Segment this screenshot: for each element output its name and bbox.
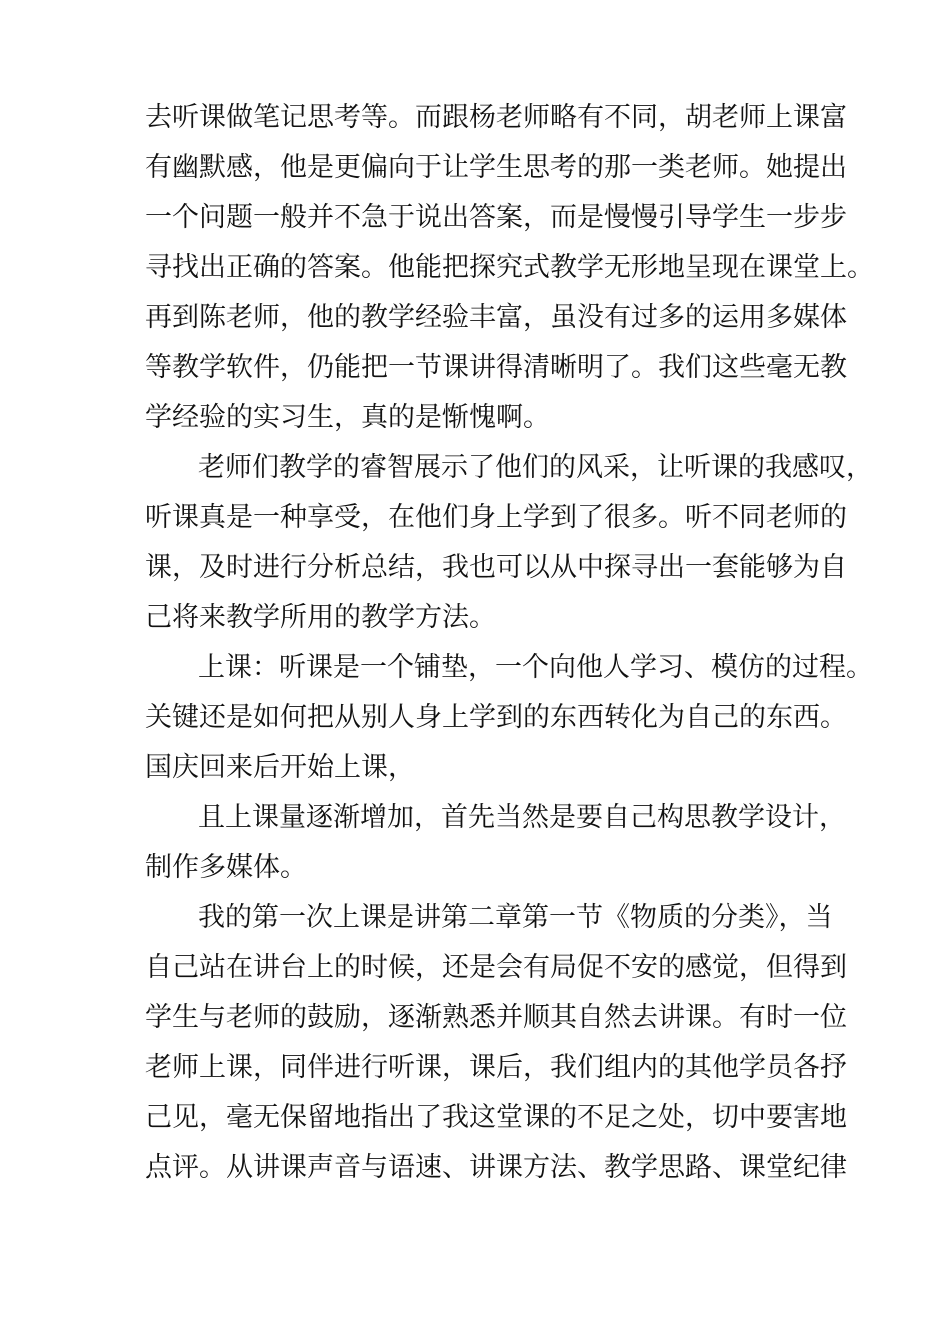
text-line: 再到陈老师，他的教学经验丰富，虽没有过多的运用多媒体 bbox=[145, 302, 847, 333]
text-line: 去听课做笔记思考等。而跟杨老师略有不同，胡老师上课富 bbox=[145, 102, 847, 133]
text-line: 学经验的实习生，真的是惭愧啊。 bbox=[145, 402, 550, 433]
text-line: 己见，毫无保留地指出了我这堂课的不足之处，切中要害地 bbox=[145, 1102, 847, 1133]
text-line: 上课：听课是一个铺垫，一个向他人学习、模仿的过程。 bbox=[198, 652, 873, 683]
text-line: 点评。从讲课声音与语速、讲课方法、教学思路、课堂纪律 bbox=[145, 1152, 847, 1183]
text-line: 课，及时进行分析总结，我也可以从中探寻出一套能够为自 bbox=[145, 552, 847, 583]
text-line: 听课真是一种享受，在他们身上学到了很多。听不同老师的 bbox=[145, 502, 847, 533]
text-line: 己将来教学所用的教学方法。 bbox=[145, 602, 496, 633]
text-line: 国庆回来后开始上课， bbox=[145, 752, 415, 783]
text-line: 老师上课，同伴进行听课，课后，我们组内的其他学员各抒 bbox=[145, 1052, 847, 1083]
text-line: 等教学软件，仍能把一节课讲得清晰明了。我们这些毫无教 bbox=[145, 352, 847, 383]
text-line: 且上课量逐渐增加，首先当然是要自己构思教学设计， bbox=[198, 802, 846, 833]
text-line: 制作多媒体。 bbox=[145, 852, 307, 883]
text-line: 寻找出正确的答案。他能把探究式教学无形地呈现在课堂上。 bbox=[145, 252, 874, 283]
text-line: 关键还是如何把从别人身上学到的东西转化为自己的东西。 bbox=[145, 702, 847, 733]
text-line: 老师们教学的睿智展示了他们的风采，让听课的我感叹， bbox=[198, 452, 873, 483]
text-line: 我的第一次上课是讲第二章第一节《物质的分类》，当 bbox=[198, 902, 833, 933]
text-line: 自己站在讲台上的时候，还是会有局促不安的感觉，但得到 bbox=[145, 952, 847, 983]
text-line: 学生与老师的鼓励，逐渐熟悉并顺其自然去讲课。有时一位 bbox=[145, 1002, 847, 1033]
text-line: 一个问题一般并不急于说出答案，而是慢慢引导学生一步步 bbox=[145, 202, 847, 233]
text-line: 有幽默感，他是更偏向于让学生思考的那一类老师。她提出 bbox=[145, 152, 847, 183]
